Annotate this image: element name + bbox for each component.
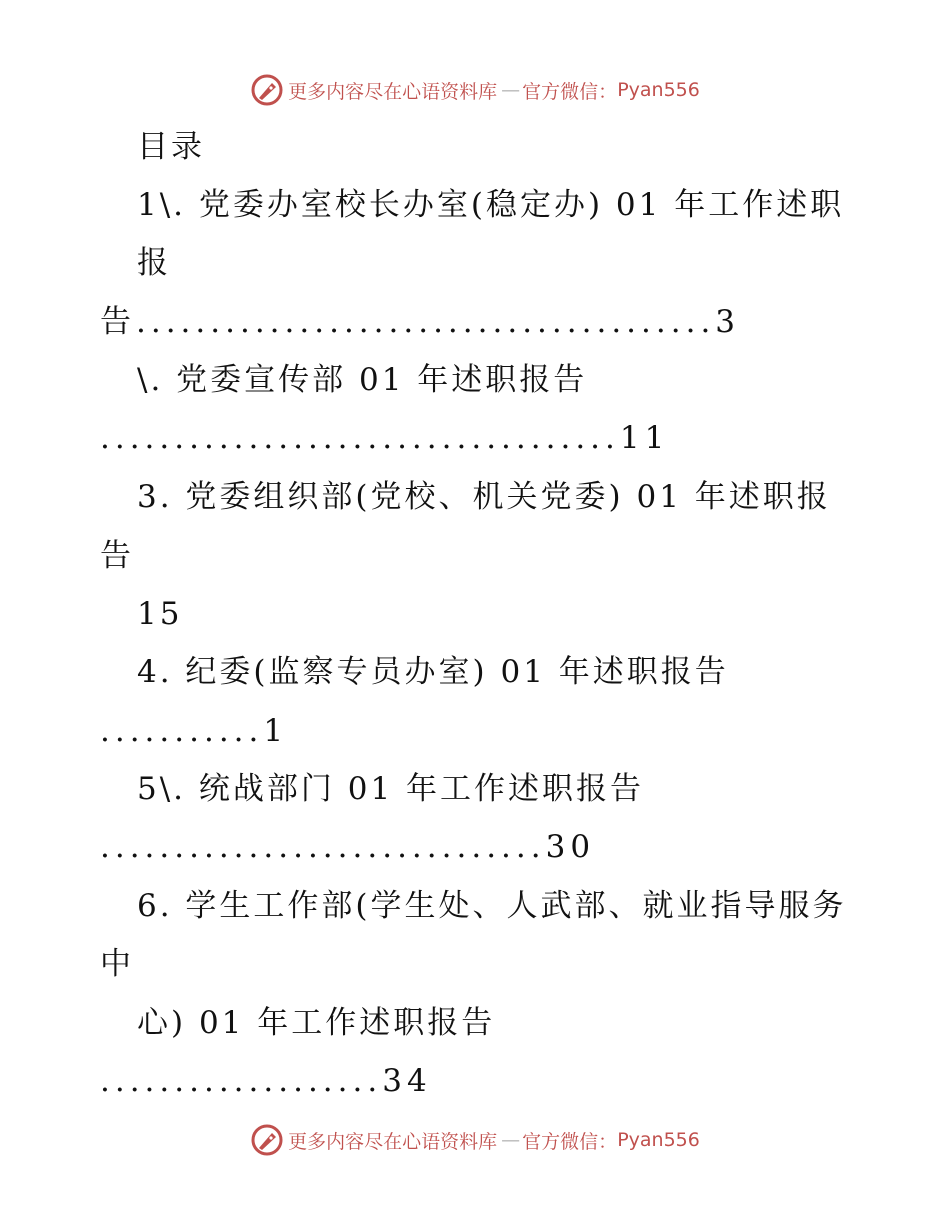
toc-title: 目录: [137, 129, 205, 165]
toc-line: 1\. 党委办室校长办室(稳定办) 01 年工作述职: [137, 187, 845, 223]
banner-wechat-label: 官方微信：: [522, 80, 618, 103]
banner-text: 更多内容尽在心语资料库: [288, 80, 498, 103]
toc-leader-line: ...................................11: [100, 420, 670, 456]
toc-page-number: 15: [137, 596, 183, 632]
toc-line: 5\. 统战部门 01 年工作述职报告: [137, 771, 645, 807]
banner-wechat-id: Pyan556: [617, 79, 700, 101]
toc-leader-line: ..............................30: [100, 829, 596, 865]
toc-line: 报: [137, 245, 171, 281]
banner-separator: —: [501, 1129, 519, 1151]
banner-text: 更多内容尽在心语资料库: [288, 1130, 498, 1153]
banner-wechat-label: 官方微信：: [522, 1130, 618, 1153]
toc-line: 心) 01 年工作述职报告: [137, 1005, 496, 1041]
pen-nib-icon: [250, 73, 284, 107]
banner-separator: —: [501, 79, 519, 101]
toc-leader-line: ...................34: [100, 1063, 432, 1099]
toc-leader-line: ...........1: [100, 713, 289, 749]
toc-line: 3. 党委组织部(党校、机关党委) 01 年述职报: [137, 479, 831, 515]
toc-line: 告: [100, 538, 134, 574]
footer-watermark: [0, 1120, 950, 1160]
banner-wechat-id: Pyan556: [617, 1129, 700, 1151]
toc-line: 6. 学生工作部(学生处、人武部、就业指导服务: [137, 888, 847, 924]
toc-line: 中: [100, 946, 134, 982]
toc-leader-line: 告.......................................3: [100, 304, 741, 340]
toc-line: 4. 纪委(监察专员办室) 01 年述职报告: [137, 654, 729, 690]
header-watermark: [0, 70, 950, 110]
toc-line: \. 党委宣传部 01 年述职报告: [137, 362, 588, 398]
pen-nib-icon: [250, 1123, 284, 1157]
